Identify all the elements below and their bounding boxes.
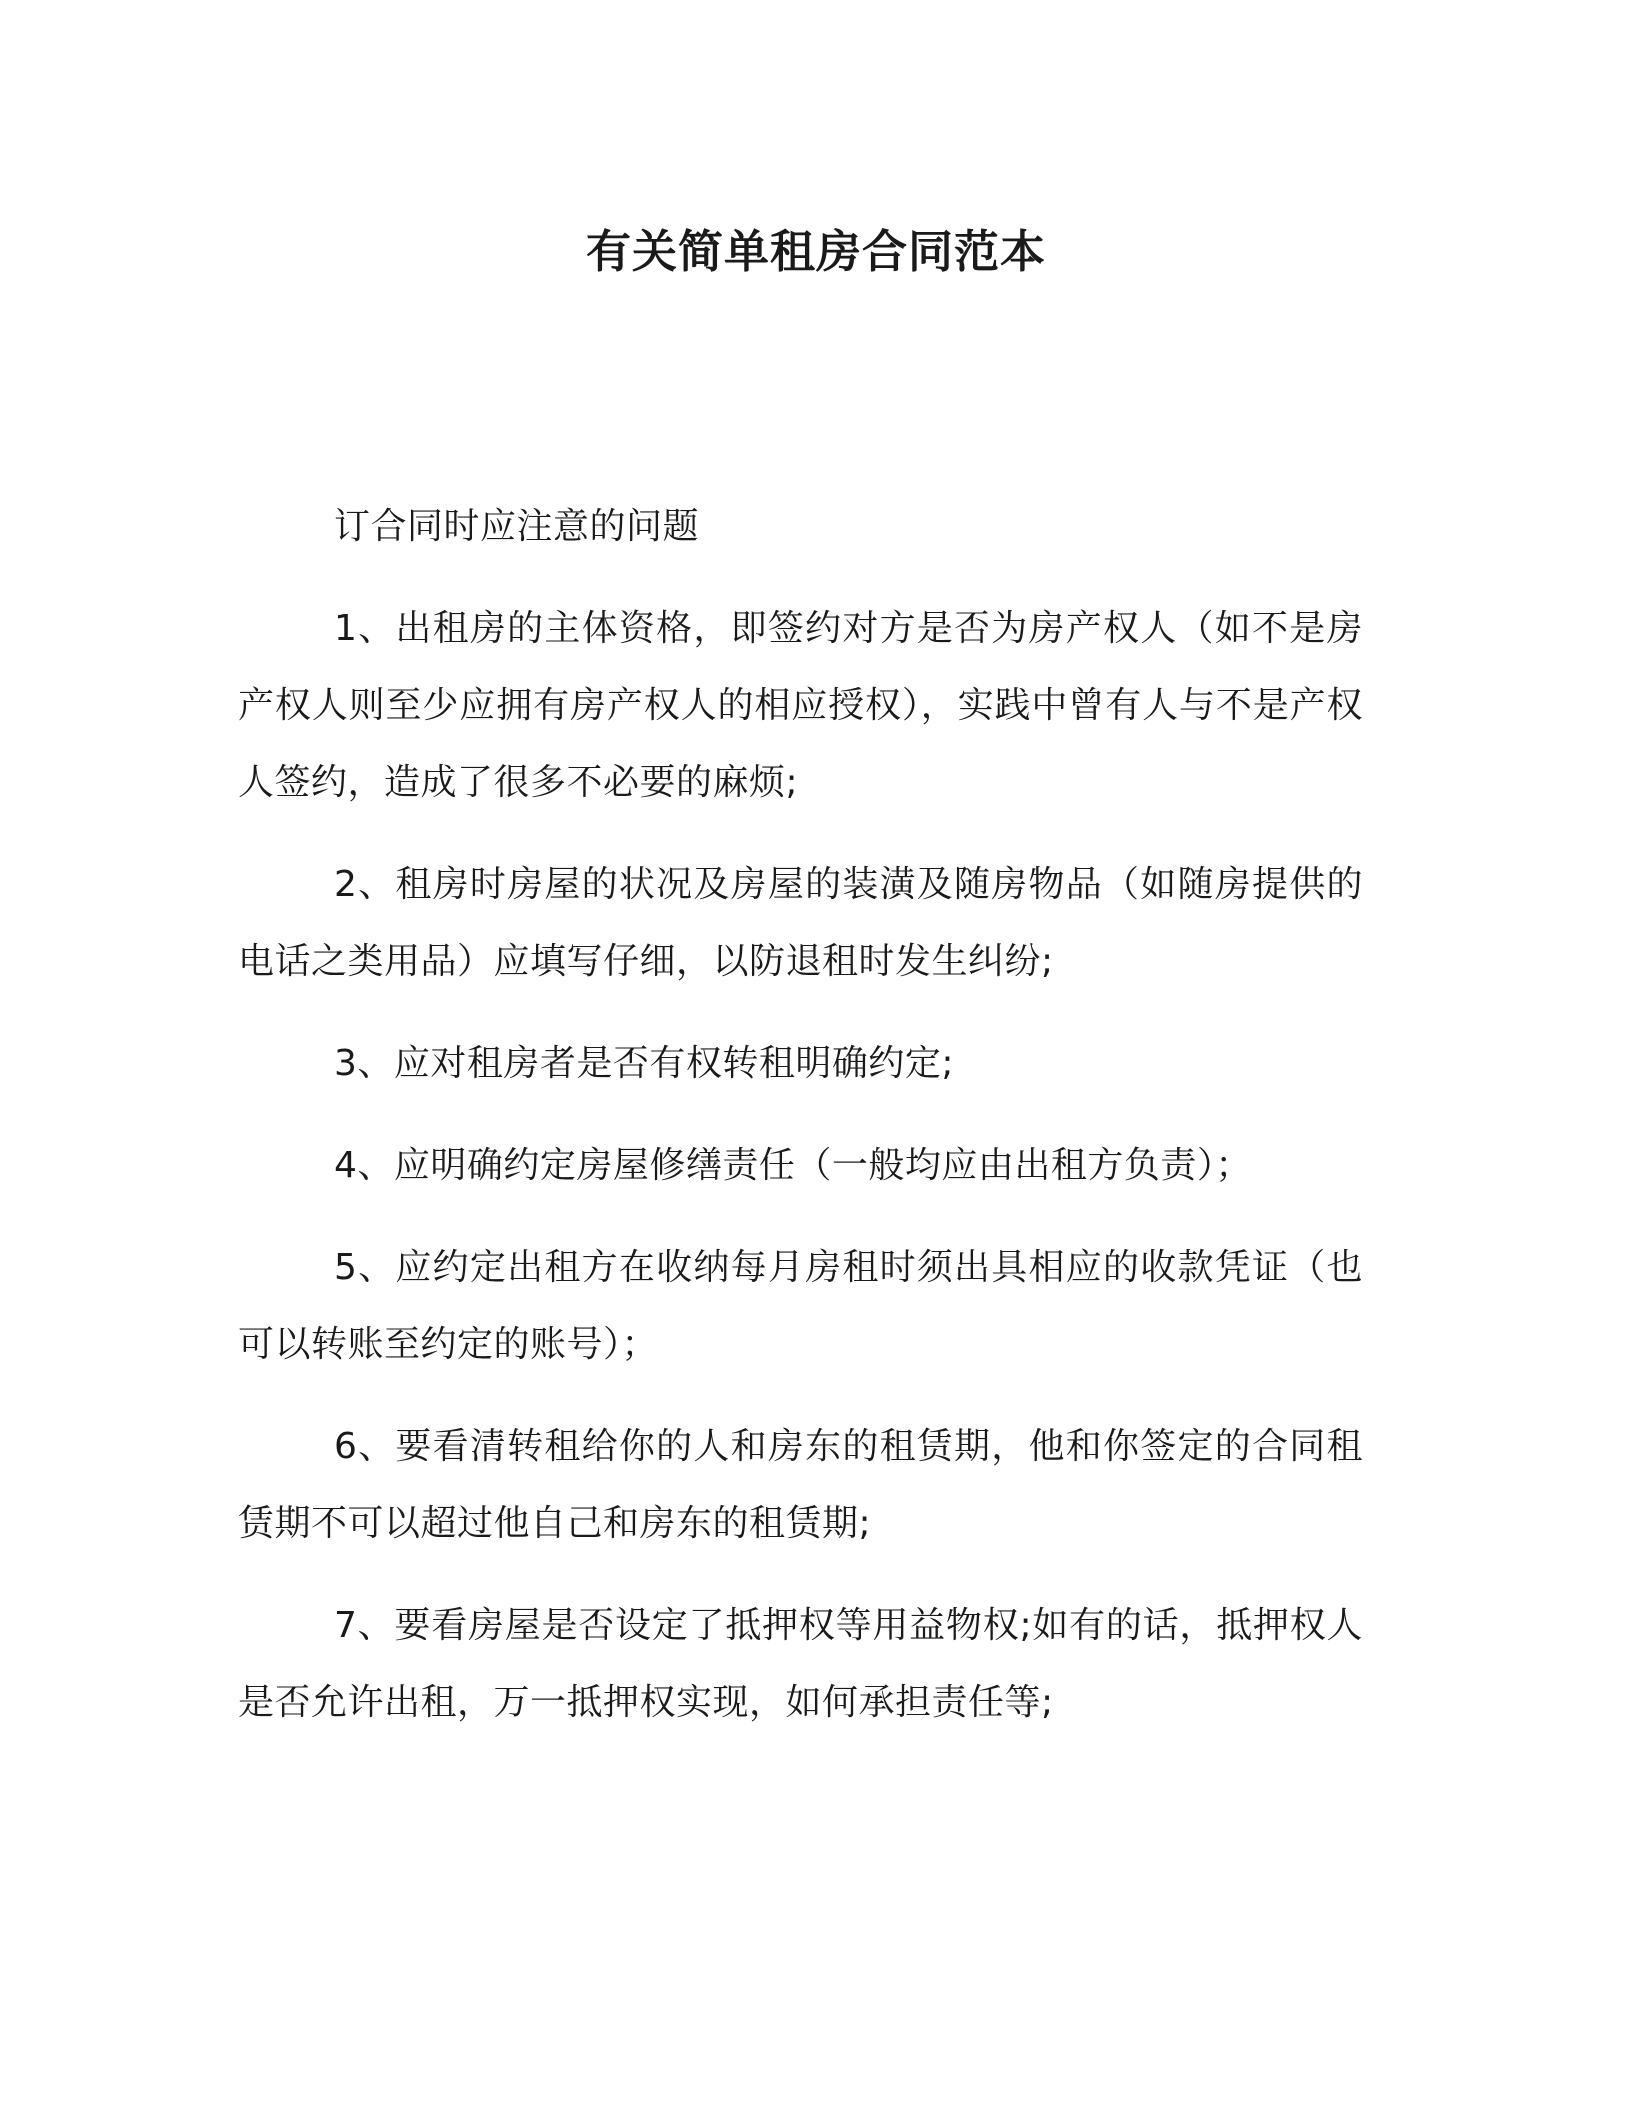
paragraph-3: 3、应对租房者是否有权转租明确约定; <box>334 1043 955 1084</box>
paragraph-1: 1、出租房的主体资格，即签约对方是否为房产权人（如不是房产权人则至少应拥有房产权人的相应授权），实践中曾有人与不是产权人签约，造成了很多不必要的麻烦; <box>238 608 1363 803</box>
paragraph-5: 5、应约定出租方在收纳每月房租时须出具相应的收款凭证（也可以转账至约定的账号）； <box>238 1247 1363 1365</box>
section-heading: 订合同时应注意的问题 <box>334 506 700 547</box>
paragraph-6: 6、要看清转租给你的人和房东的租赁期，他和你签定的合同租赁期不可以超过他自己和房东的租赁期; <box>238 1426 1363 1544</box>
paragraph-7: 7、要看房屋是否设定了抵押权等用益物权;如有的话，抵押权人是否允许出租，万一抵押权实现，如何承担责任等; <box>238 1605 1363 1723</box>
paragraph-4: 4、应明确约定房屋修缮责任（一般均应由出租方负责）； <box>334 1145 1252 1186</box>
paragraph-2: 2、租房时房屋的状况及房屋的装潢及随房物品（如随房提供的电话之类用品）应填写仔细，以防退租时发生纠纷; <box>238 864 1363 982</box>
document-body <box>238 488 1363 1766</box>
document-title: 有关简单租房合同范本 <box>585 225 1046 278</box>
